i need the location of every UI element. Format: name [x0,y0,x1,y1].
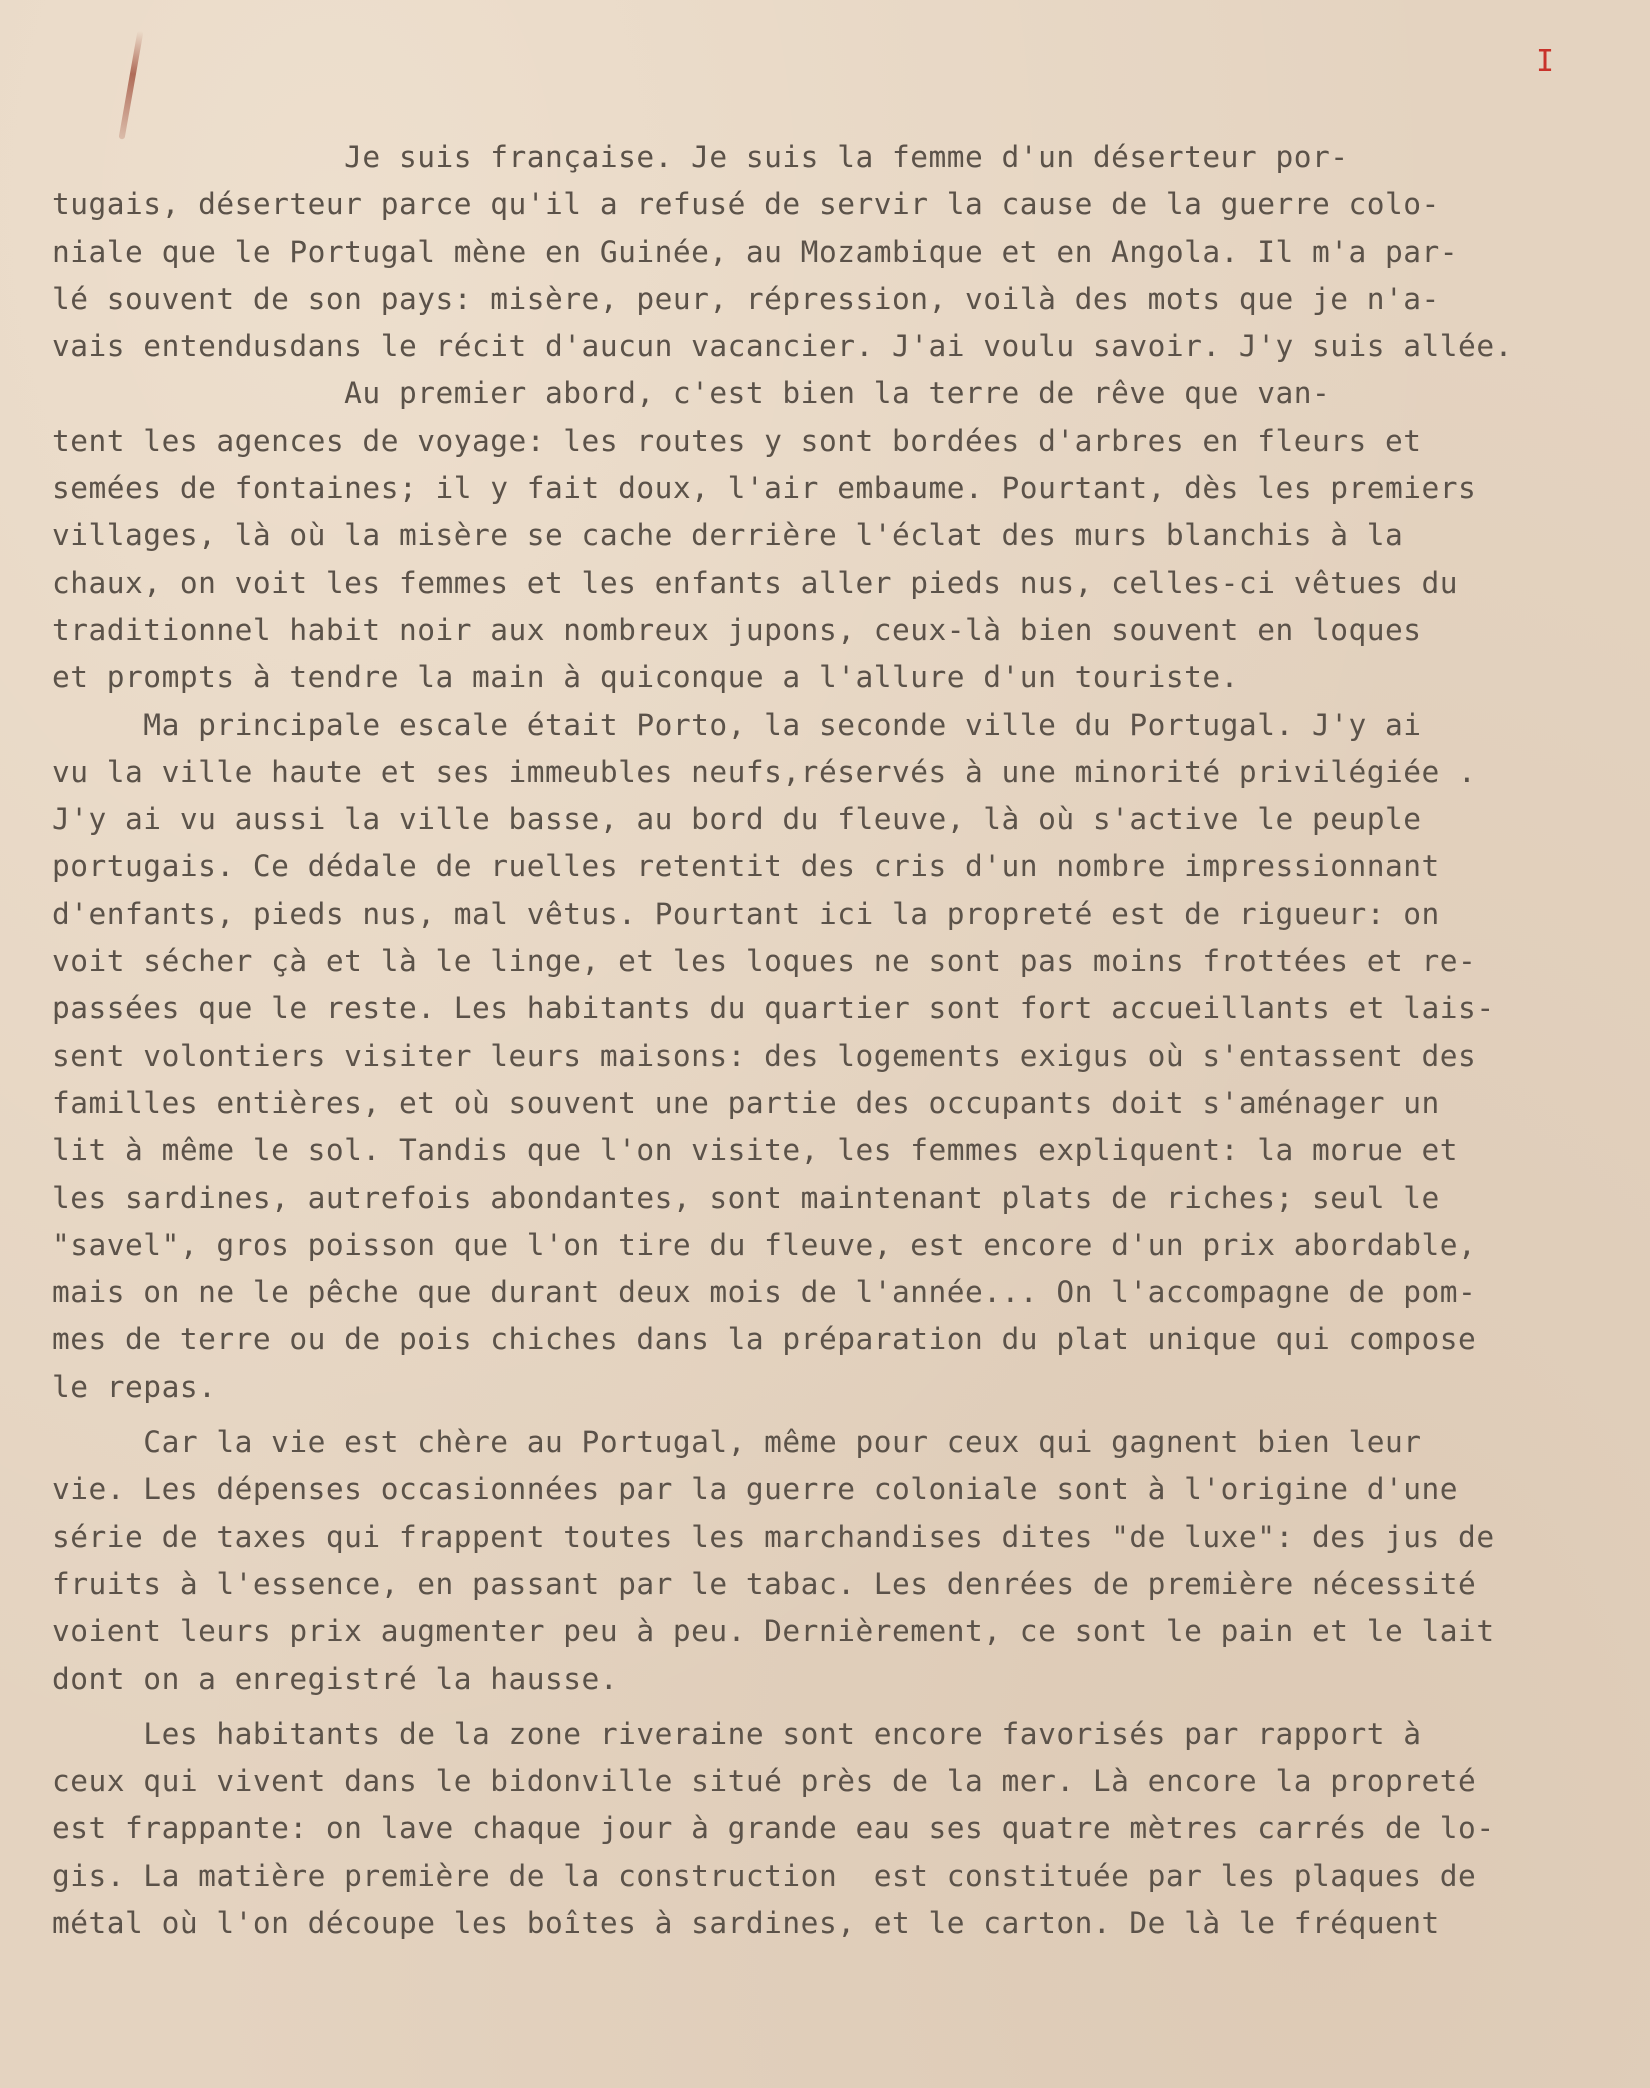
text-line: d'enfants, pieds nus, mal vêtus. Pourtant ici la propreté est de rigueur: on [52,896,1440,931]
text-line: Au premier abord, c'est bien la terre de rêve que van- [52,376,1331,411]
text-line: Ma principale escale était Porto, la seconde ville du Portugal. J'y ai [52,707,1422,742]
text-line: ceux qui vivent dans le bidonville situé près de la mer. Là encore la propreté [52,1764,1477,1799]
text-line: niale que le Portugal mène en Guinée, au Mozambique et en Angola. Il m'a par- [52,234,1459,269]
text-line: métal où l'on découpe les boîtes à sardines, et le carton. De là le fréquent [52,1905,1440,1940]
text-line: vu la ville haute et ses immeubles neufs,réservés à une minorité privilégiée . [52,754,1477,789]
text-line: et prompts à tendre la main à quiconque a l'allure d'un touriste. [52,660,1239,695]
text-line: chaux, on voit les femmes et les enfants aller pieds nus, celles-ci vêtues du [52,565,1459,600]
text-line: vais entendusdans le récit d'aucun vacancier. J'ai voulu savoir. J'y suis allée. [52,329,1513,364]
text-line: vie. Les dépenses occasionnées par la guerre coloniale sont à l'origine d'une [52,1472,1459,1507]
text-line: Car la vie est chère au Portugal, même pour ceux qui gagnent bien leur [52,1425,1422,1460]
text-line: mais on ne le pêche que durant deux mois de l'année... On l'accompagne de pom- [52,1275,1477,1310]
text-line: est frappante: on lave chaque jour à grande eau ses quatre mètres carrés de lo- [52,1811,1495,1846]
typed-text-body [52,134,1612,1947]
text-line: semées de fontaines; il y fait doux, l'air embaume. Pourtant, dès les premiers [52,471,1477,506]
text-line: le repas. [52,1369,217,1404]
text-line: gis. La matière première de la construction est constituée par les plaques de [52,1858,1477,1893]
text-line: voient leurs prix augmenter peu à peu. Dernièrement, ce sont le pain et le lait [52,1614,1495,1649]
text-line: série de taxes qui frappent toutes les marchandises dites "de luxe": des jus de [52,1519,1495,1554]
text-line: passées que le reste. Les habitants du quartier sont fort accueillants et lais- [52,991,1495,1026]
text-line: familles entières, et où souvent une partie des occupants doit s'aménager un [52,1085,1440,1120]
text-line: Les habitants de la zone riveraine sont encore favorisés par rapport à [52,1716,1422,1751]
text-line: sent volontiers visiter leurs maisons: des logements exigus où s'entassent des [52,1038,1477,1073]
text-line: les sardines, autrefois abondantes, sont maintenant plats de riches; seul le [52,1180,1440,1215]
text-line: lit à même le sol. Tandis que l'on visite, les femmes expliquent: la morue et [52,1133,1459,1168]
paragraph-gap [52,1411,1612,1419]
page-number: I [1536,44,1555,79]
text-line: villages, là où la misère se cache derrière l'éclat des murs blanchis à la [52,518,1404,553]
text-line: tent les agences de voyage: les routes y sont bordées d'arbres en fleurs et [52,423,1422,458]
text-line: fruits à l'essence, en passant par le tabac. Les denrées de première nécessité [52,1566,1477,1601]
text-line: traditionnel habit noir aux nombreux jupons, ceux-là bien souvent en loques [52,612,1422,647]
text-line: voit sécher çà et là le linge, et les loques ne sont pas moins frottées et re- [52,944,1477,979]
text-line: "savel", gros poisson que l'on tire du fleuve, est encore d'un prix abordable, [52,1227,1477,1262]
ink-mark [118,30,143,139]
text-line: portugais. Ce dédale de ruelles retentit des cris d'un nombre impressionnant [52,849,1440,884]
text-line: mes de terre ou de pois chiches dans la préparation du plat unique qui compose [52,1322,1477,1357]
paragraph-gap [52,1703,1612,1711]
text-line: Je suis française. Je suis la femme d'un déserteur por- [52,140,1349,174]
text-line: J'y ai vu aussi la ville basse, au bord du fleuve, là où s'active le peuple [52,802,1422,837]
text-line: dont on a enregistré la hausse. [52,1661,619,1696]
text-line: tugais, déserteur parce qu'il a refusé de servir la cause de la guerre colo- [52,187,1440,222]
text-line: lé souvent de son pays: misère, peur, répression, voilà des mots que je n'a- [52,281,1440,316]
